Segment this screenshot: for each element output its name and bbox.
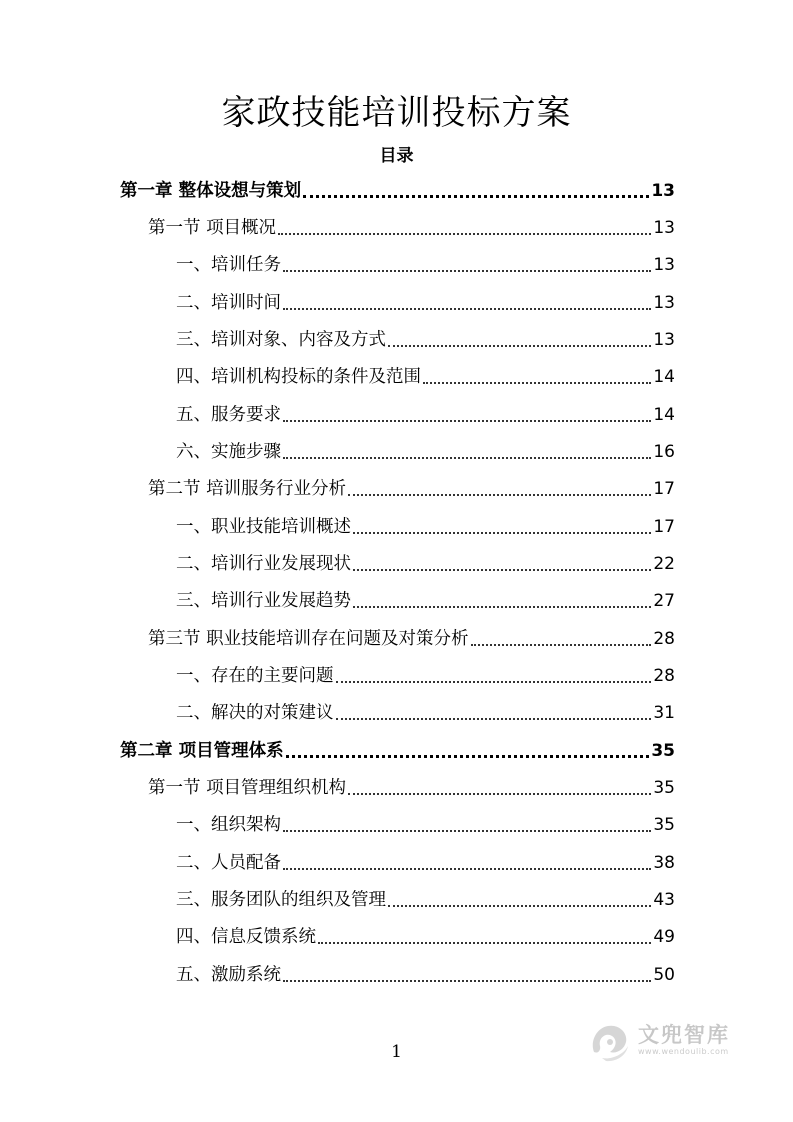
toc-entry-page: 31: [653, 703, 675, 723]
toc-entry-label: 四、培训机构投标的条件及范围: [176, 367, 421, 387]
toc-dot-leader: [278, 233, 651, 235]
watermark-name: 文兜智库: [638, 1023, 730, 1047]
toc-entry-subsection[interactable]: [176, 549, 675, 579]
toc-dot-leader: [353, 569, 651, 571]
toc-entry-page: 38: [653, 853, 675, 873]
toc-entry-subsection[interactable]: [176, 437, 675, 467]
toc-entry-section[interactable]: [148, 213, 675, 243]
toc-entry-page: 49: [653, 927, 675, 947]
toc-entry-subsection[interactable]: [176, 250, 675, 280]
toc-entry-page: 22: [653, 554, 675, 574]
toc-entry-subsection[interactable]: [176, 960, 675, 990]
toc-dot-leader: [283, 270, 651, 272]
toc-entry-page: 50: [653, 965, 675, 985]
toc-entry-label: 一、组织架构: [176, 815, 281, 835]
toc-entry-subsection[interactable]: [176, 586, 675, 616]
toc-entry-page: 17: [653, 517, 675, 537]
toc-entry-label: 六、实施步骤: [176, 442, 281, 462]
toc-entry-label: 二、培训时间: [176, 293, 281, 313]
toc-dot-leader: [336, 718, 652, 720]
toc-entry-label: 第二节 培训服务行业分析: [148, 479, 347, 499]
toc-entry-page: 17: [653, 479, 675, 499]
toc-entry-label: 二、解决的对策建议: [176, 703, 334, 723]
toc-dot-leader: [388, 345, 651, 347]
toc-dot-leader: [423, 382, 651, 384]
toc-entry-label: 第一章 整体设想与策划: [120, 181, 302, 201]
toc-dot-leader: [471, 644, 652, 646]
toc-dot-leader: [286, 755, 650, 758]
toc-entry-label: 二、人员配备: [176, 853, 281, 873]
toc-dot-leader: [318, 942, 651, 944]
toc-entry-label: 第一节 项目概况: [148, 218, 277, 238]
toc-entry-page: 43: [653, 890, 675, 910]
toc-entry-subsection[interactable]: [176, 661, 675, 691]
toc-entry-page: 13: [653, 255, 675, 275]
toc-entry-page: 16: [653, 442, 675, 462]
toc-entry-page: 13: [653, 330, 675, 350]
watermark-url: www.wendoulib.com: [638, 1047, 729, 1056]
toc-entry-page: 28: [653, 629, 675, 649]
toc-entry-section[interactable]: [148, 624, 675, 654]
toc-dot-leader: [283, 457, 651, 459]
toc-entry-page: 28: [653, 666, 675, 686]
toc-dot-leader: [348, 494, 651, 496]
watermark: [586, 1018, 730, 1062]
toc-entry-subsection[interactable]: [176, 288, 675, 318]
toc-dot-leader: [388, 905, 651, 907]
page-title: 家政技能培训投标方案: [221, 93, 572, 133]
toc-dot-leader: [283, 308, 651, 310]
toc-entry-page: 13: [653, 293, 675, 313]
toc-entry-subsection[interactable]: [176, 922, 675, 952]
toc-entry-page: 14: [653, 405, 675, 425]
toc-dot-leader: [353, 606, 651, 608]
toc-entry-page: 27: [653, 591, 675, 611]
toc-entry-label: 四、信息反馈系统: [176, 927, 316, 947]
toc-entry-page: 35: [653, 815, 675, 835]
toc-entry-page: 14: [653, 367, 675, 387]
toc-entry-label: 三、培训对象、内容及方式: [176, 330, 386, 350]
toc-entry-subsection[interactable]: [176, 885, 675, 915]
toc-entry-label: 一、职业技能培训概述: [176, 517, 351, 537]
toc-dot-leader: [283, 420, 651, 422]
toc-entry-subsection[interactable]: [176, 362, 675, 392]
toc-entry-label: 五、激励系统: [176, 965, 281, 985]
toc-entry-page: 35: [651, 741, 675, 761]
toc-entry-subsection[interactable]: [176, 400, 675, 430]
toc-heading: 目录: [379, 146, 414, 166]
page-number: 1: [391, 1042, 402, 1062]
toc-dot-leader: [283, 980, 651, 982]
toc-entry-label: 三、培训行业发展趋势: [176, 591, 351, 611]
toc-entry-label: 五、服务要求: [176, 405, 281, 425]
toc-entry-label: 第三节 职业技能培训存在问题及对策分析: [148, 629, 469, 649]
toc-entry-page: 35: [653, 778, 675, 798]
toc-entry-subsection[interactable]: [176, 325, 675, 355]
toc-dot-leader: [303, 195, 649, 198]
toc-entry-label: 一、存在的主要问题: [176, 666, 334, 686]
wendou-logo-icon: [586, 1018, 634, 1062]
toc-entry-label: 三、服务团队的组织及管理: [176, 890, 386, 910]
toc-entry-label: 第二章 项目管理体系: [120, 741, 284, 761]
toc-entry-label: 二、培训行业发展现状: [176, 554, 351, 574]
toc-entry-label: 一、培训任务: [176, 255, 281, 275]
toc-entry-subsection[interactable]: [176, 810, 675, 840]
toc-entry-section[interactable]: [148, 474, 675, 504]
toc-entry-page: 13: [651, 181, 675, 201]
toc-entry-page: 13: [653, 218, 675, 238]
toc-entry-subsection[interactable]: [176, 512, 675, 542]
toc-entry-label: 第一节 项目管理组织机构: [148, 778, 347, 798]
toc-entry-chapter[interactable]: [120, 176, 675, 206]
toc-entry-section[interactable]: [148, 773, 675, 803]
toc-entry-subsection[interactable]: [176, 848, 675, 878]
toc-dot-leader: [353, 532, 651, 534]
toc-entry-subsection[interactable]: [176, 698, 675, 728]
toc-entry-chapter[interactable]: [120, 736, 675, 766]
toc-dot-leader: [283, 868, 651, 870]
toc-dot-leader: [348, 793, 651, 795]
toc-dot-leader: [336, 681, 652, 683]
toc-dot-leader: [283, 830, 651, 832]
